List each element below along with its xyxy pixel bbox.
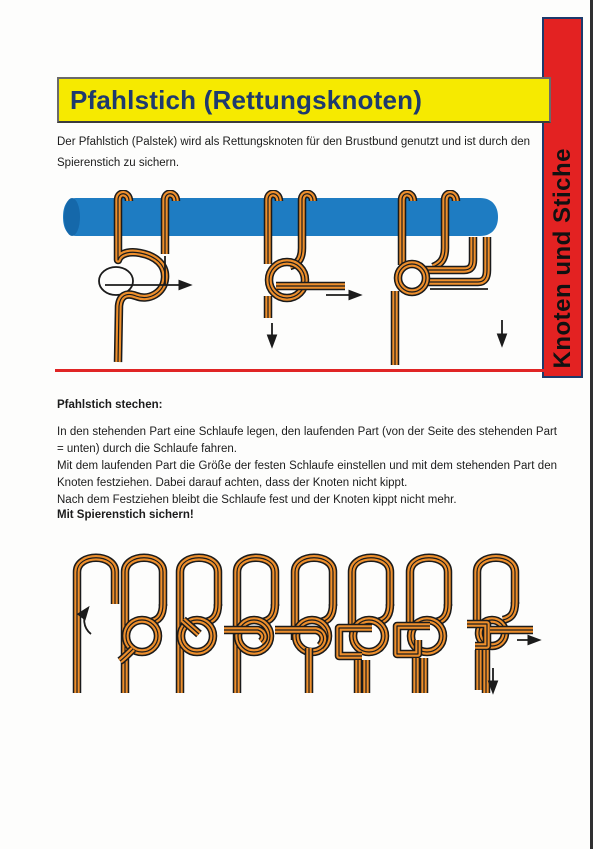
section-heading-stechen: Pfahlstich stechen: xyxy=(57,399,163,411)
red-divider xyxy=(55,369,545,372)
spierenstich-stage-4 xyxy=(224,558,275,693)
instruction-steps xyxy=(57,424,557,509)
spierenstich-stage-5 xyxy=(275,558,333,693)
step-3: Nach dem Festziehen bleibt die Schlaufe fest und der Knoten kippt nicht mehr. xyxy=(57,494,457,506)
pole-end-cap xyxy=(64,198,80,236)
spierenstich-steps-diagram xyxy=(50,542,550,707)
sidebar-label: Knoten und Stiche xyxy=(548,147,576,368)
scan-edge-line xyxy=(590,0,593,849)
pole xyxy=(63,198,498,236)
arrow-curve-icon xyxy=(84,608,91,634)
spierenstich-stage-1 xyxy=(77,558,115,693)
page-title-bar xyxy=(57,77,551,123)
intro-paragraph: Der Pfahlstich (Palstek) wird als Rettungsknoten für den Brustbund genutzt und ist durch den Spierenstich zu sichern. xyxy=(57,136,531,169)
step-2: Mit dem laufenden Part die Größe der festen Schlaufe einstellen und mit dem stehenden Part den Knoten festziehen. Dabei darauf achten, dass der Knoten nicht kippt. xyxy=(57,460,557,489)
page-title: Pfahlstich (Rettungsknoten) xyxy=(70,84,423,115)
section-heading-sichern: Mit Spierenstich sichern! xyxy=(57,509,194,521)
bowline-pole-diagram xyxy=(50,190,550,368)
spierenstich-stage-2 xyxy=(120,558,163,693)
spierenstich-stage-3 xyxy=(180,558,218,693)
spierenstich-stage-8 xyxy=(467,558,539,693)
spierenstich-stage-6 xyxy=(339,558,390,693)
spierenstich-stage-7 xyxy=(397,558,448,693)
step-1: In den stehenden Part eine Schlaufe legen, den laufenden Part (von der Seite des stehenden Part = unten) durch die Schlaufe fahren. xyxy=(57,426,557,455)
